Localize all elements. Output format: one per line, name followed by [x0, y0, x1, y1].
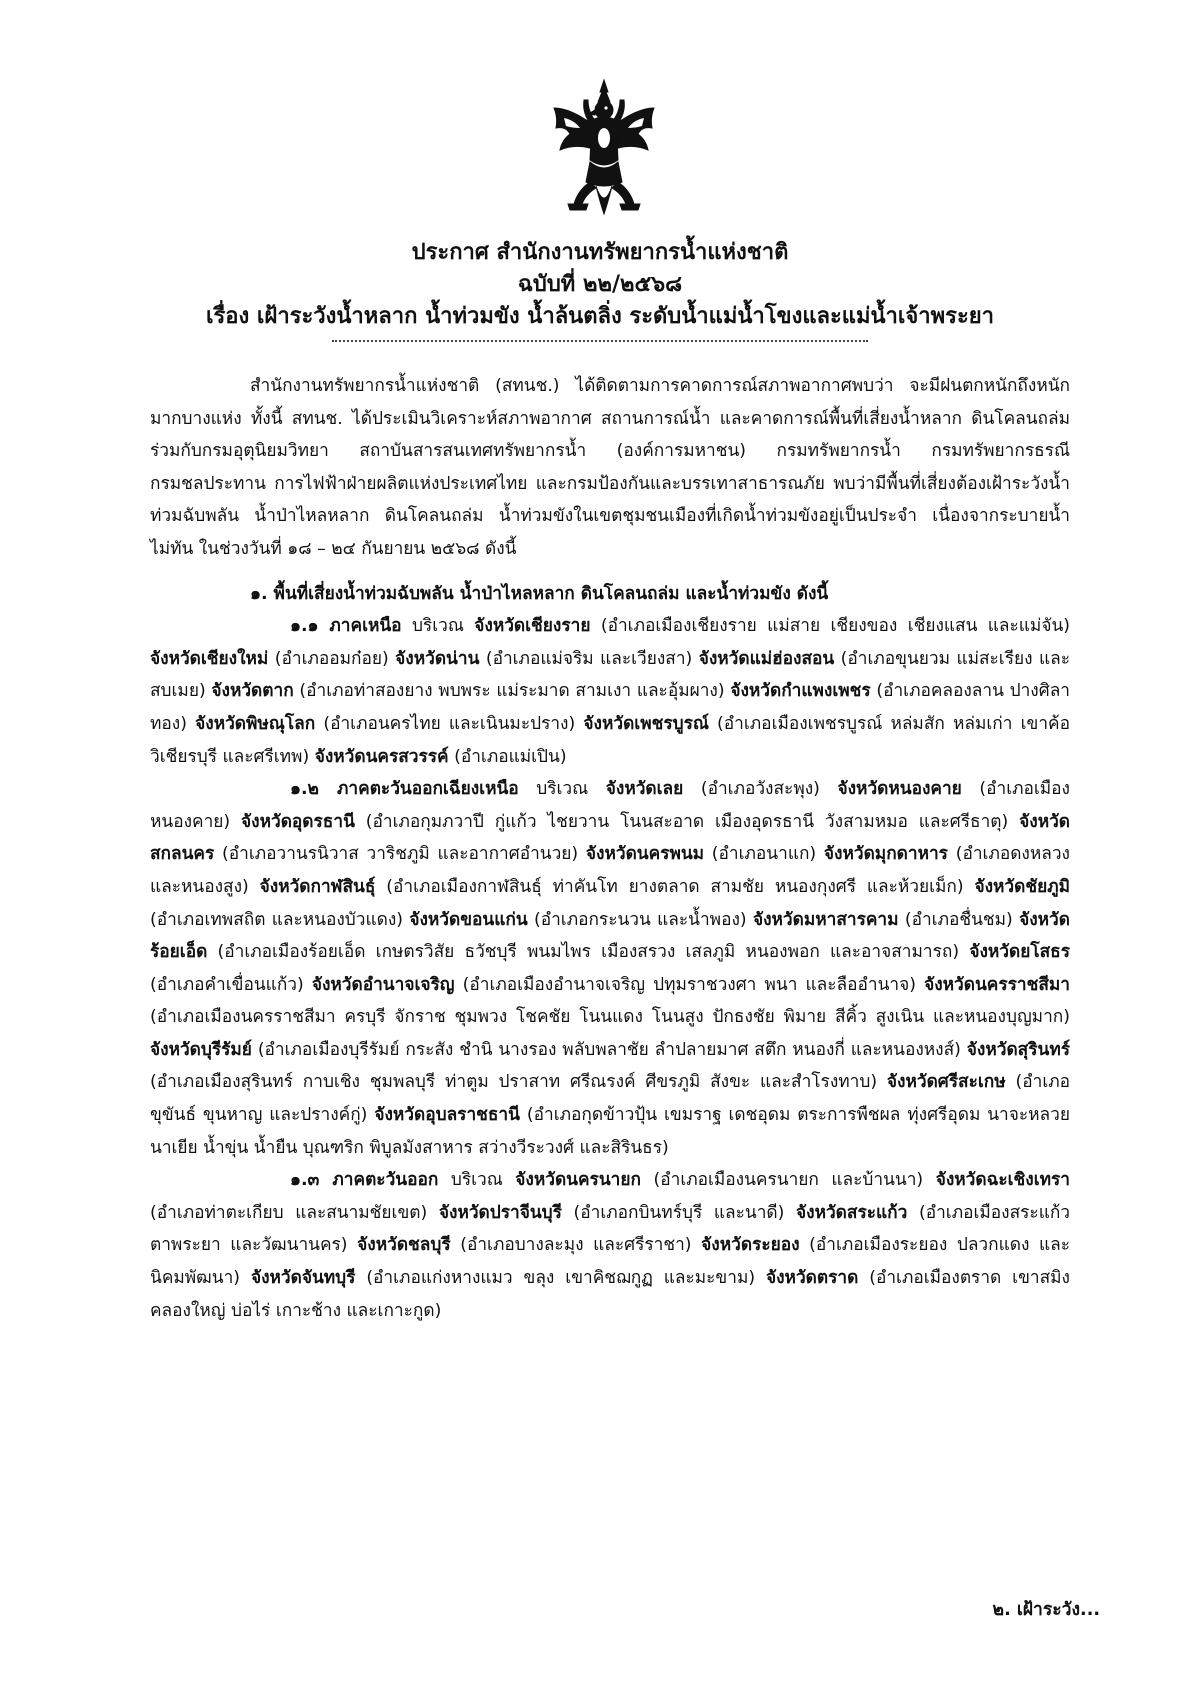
province-name: จังหวัดเชียงราย: [474, 616, 591, 637]
district-list: (อำเภอวานรนิวาส วาริชภูมิ และอากาศอำนวย): [214, 844, 586, 865]
province-name: จังหวัดแม่ฮ่องสอน: [698, 648, 835, 669]
province-name: จังหวัดมุกดาหาร: [823, 844, 948, 865]
district-list: (อำเภอดงหลวง และหนองสูง): [150, 844, 1070, 897]
province-name: จังหวัดยโสธร: [969, 942, 1070, 963]
district-list: (อำเภอเมืองตราด เขาสมิง คลองใหญ่ บ่อไร่ เกาะช้าง และเกาะกูด): [150, 1268, 1070, 1321]
district-list: (อำเภอเมืองระยอง ปลวกแดง และนิคมพัฒนา): [150, 1235, 1071, 1289]
province-name: จังหวัดจันทบุรี: [250, 1268, 356, 1289]
announcement-subject: เรื่อง เฝ้าระวังน้ำหลาก น้ำท่วมขัง น้ำล้นตลิ่ง ระดับน้ำแม่น้ำโขงและแม่น้ำเจ้าพระยา: [205, 304, 995, 329]
district-list: (อำเภอเมืองหนองคาย): [150, 779, 1070, 832]
district-list: (อำเภอบางละมุง และศรีราชา): [450, 1235, 702, 1256]
district-list: (อำเภอกุดข้าวปุ้น เขมราฐ เดชอุดม ตระการพืชผล ทุ่งศรีอุดม นาจะหลวย นาเยีย น้ำขุ่น น้ำยืน บุณฑริก พิบูลมังสาหาร สว่างวีระวงศ์ และสิรินธร): [150, 1105, 1070, 1158]
province-name: จังหวัดนครสวรรค์: [314, 746, 449, 767]
district-list: (อำเภอแก่งหางแมว ขลุง เขาคิชฌกูฏ และมะขาม): [355, 1268, 766, 1289]
district-list: (อำเภอเมืองเชียงราย แม่สาย เชียงของ เชียงแสน และแม่จัน): [590, 616, 1071, 637]
province-name: จังหวัดพิษณุโลก: [195, 713, 316, 734]
subsection-1-1: [150, 610, 1070, 773]
next-page-continuation: ๒. เฝ้าระวัง...: [992, 1600, 1100, 1620]
province-name: จังหวัดบุรีรัมย์: [150, 1039, 252, 1060]
subsection-1-2: [150, 773, 1070, 1164]
district-list: (อำเภอกุมภวาปี กู่แก้ว ไชยวาน โนนสะอาด เมืองอุดรธานี วังสามหมอ และศรีธาตุ): [354, 811, 1020, 832]
announcement-number: ฉบับที่ ๒๒/๒๕๖๘: [517, 272, 683, 297]
district-list: (อำเภอเมืองสุรินทร์ กาบเชิง ชุมพลบุรี ท่าตูม ปราสาท ศรีณรงค์ ศีขรภูมิ สังขะ และสำโรงทาบ): [150, 1072, 887, 1093]
district-list: (อำเภอกบินทร์บุรี และนาดี): [561, 1202, 797, 1223]
district-list: (อำเภอเมืองร้อยเอ็ด เกษตรวิสัย ธวัชบุรี พนมไพร เมืองสรวง เสลภูมิ หนองพอก และอาจสามารถ): [207, 942, 970, 963]
province-name: จังหวัดอุดรธานี: [241, 811, 355, 832]
announcement-body: [150, 370, 1070, 1327]
district-list: (อำเภอคำเขื่อนแก้ว): [150, 974, 312, 995]
province-name: จังหวัดอำนาจเจริญ: [311, 974, 455, 995]
dotted-divider: [332, 340, 868, 342]
province-name: จังหวัดหนองคาย: [837, 779, 962, 800]
section-1-title: ๑. พื้นที่เสี่ยงน้ำท่วมฉับพลัน น้ำป่าไหลหลาก ดินโคลนถล่ม และน้ำท่วมขัง ดังนี้: [250, 583, 829, 604]
district-list: (อำเภอชื่นชม): [898, 909, 1020, 930]
district-list: (อำเภอขุนยวม แม่สะเรียง และสบเมย): [150, 648, 1071, 702]
region-label: ๑.๓ ภาคตะวันออก: [290, 1170, 439, 1191]
province-name: จังหวัดน่าน: [395, 648, 480, 669]
district-list: (อำเภอท่าสองยาง พบพระ แม่ระมาด สามเงา และอุ้มผาง): [293, 681, 731, 702]
region-label: ๑.๑ ภาคเหนือ: [290, 616, 402, 637]
district-list: (อำเภอกระนวน และน้ำพอง): [527, 909, 753, 930]
province-name: จังหวัดนครราชสีมา: [924, 974, 1070, 995]
garuda-emblem: [548, 78, 660, 218]
province-name: จังหวัดมหาสารคาม: [752, 909, 899, 930]
province-name: จังหวัดศรีสะเกษ: [886, 1072, 1006, 1093]
district-list: (อำเภอเมืองสระแก้ว ตาพระยา และวัฒนานคร): [150, 1202, 1071, 1256]
announcement-issuer: ประกาศ สำนักงานทรัพยากรน้ำแห่งชาติ: [411, 240, 789, 265]
province-name: จังหวัดนครนายก: [515, 1170, 641, 1191]
district-list: (อำเภอเมืองนครนายก และบ้านนา): [640, 1170, 936, 1191]
district-list: (อำเภออมก๋อย): [268, 648, 396, 669]
district-list: (อำเภอแม่จริม และเวียงสา): [479, 648, 699, 669]
province-name: จังหวัดตราด: [765, 1268, 859, 1289]
text-fragment: บริเวณ: [401, 616, 475, 637]
district-list: (อำเภอเมืองบุรีรัมย์ กระสัง ชำนิ นางรอง พลับพลาชัย ลำปลายมาศ สตึก หนองกี่ และหนองหงส์): [251, 1039, 967, 1060]
province-name: จังหวัดชลบุรี: [357, 1235, 451, 1256]
province-name: จังหวัดกำแพงเพชร: [730, 681, 871, 702]
subsection-1-3: [150, 1164, 1070, 1327]
province-name: จังหวัดฉะเชิงเทรา: [935, 1170, 1070, 1191]
text-fragment: บริเวณ: [518, 779, 606, 800]
province-name: จังหวัดขอนแก่น: [409, 909, 528, 930]
province-name: จังหวัดนครพนม: [585, 844, 705, 865]
province-name: จังหวัดเพชรบูรณ์: [583, 713, 709, 734]
district-list: (อำเภอนาแก): [704, 844, 824, 865]
province-name: จังหวัดกาฬสินธุ์: [259, 876, 376, 897]
district-list: (อำเภอเมืองนครราชสีมา ครบุรี จักราช ชุมพวง โชคชัย โนนแดง โนนสูง ปักธงชัย พิมาย สีคิ้ว สูงเนิน และหนองบุญมาก): [150, 1007, 1070, 1028]
province-name: จังหวัดชัยภูมิ: [974, 876, 1070, 897]
district-list: (อำเภอนครไทย และเนินมะปราง): [315, 713, 584, 734]
province-name: จังหวัดเลย: [605, 779, 684, 800]
province-name: จังหวัดปราจีนบุรี: [438, 1202, 562, 1223]
district-list: (อำเภอคลองลาน ปางศิลาทอง): [150, 681, 1070, 734]
district-list: (อำเภอเมืองอำนาจเจริญ ปทุมราชวงศา พนา และลืออำนาจ): [454, 974, 925, 995]
district-list: (อำเภอเมืองเพชรบูรณ์ หล่มสัก หล่มเก่า เขาค้อ วิเชียรบุรี และศรีเทพ): [150, 713, 1070, 767]
province-name: จังหวัดอุบลราชธานี: [374, 1105, 520, 1126]
district-list: (อำเภอท่าตะเกียบ และสนามชัยเขต): [150, 1202, 439, 1223]
intro-paragraph: สำนักงานทรัพยากรน้ำแห่งชาติ (สทนช.) ได้ติดตามการคาดการณ์สภาพอากาศพบว่า จะมีฝนตกหนักถึงหนักมากบางแห่ง ทั้งนี้ สทนช. ได้ประเมินวิเคราะห์สภาพอากาศ สถานการณ์น้ำ และคาดการณ์พื้นที่เสี่ยงน้ำหลาก ดินโคลนถล่ม ร่วมกับกรมอุตุนิยมวิทยา สถาบันสารสนเทศทรัพยากรน้ำ (องค์การมหาชน) กรมทรัพยากรน้ำ กรมทรัพยากรธรณี กรมชลประทาน การไฟฟ้าฝ่ายผลิตแห่งประเทศไทย และกรมป้องกันและบรรเทาสาธารณภัย พบว่ามีพื้นที่เสี่ยงต้องเฝ้าระวังน้ำท่วมฉับพลัน น้ำป่าไหลหลาก ดินโคลนถล่ม น้ำท่วมขังในเขตชุมชนเมืองที่เกิดน้ำท่วมขังอยู่เป็นประจำ เนื่องจากระบายน้ำไม่ทัน ในช่วงวันที่ ๑๘ – ๒๔ กันยายน ๒๕๖๘ ดังนี้: [150, 376, 1070, 559]
province-name: จังหวัดระยอง: [701, 1235, 800, 1256]
province-name: จังหวัดเชียงใหม่: [150, 648, 269, 669]
province-name: จังหวัดตาก: [211, 681, 294, 702]
province-name: จังหวัดร้อยเอ็ด: [150, 909, 1070, 963]
province-name: จังหวัดสุรินทร์: [966, 1039, 1070, 1060]
province-name: จังหวัดสระแก้ว: [796, 1202, 908, 1223]
district-list: (อำเภอวังสะพุง): [683, 779, 838, 800]
district-list: (อำเภอเมืองกาฬสินธุ์ ท่าคันโท ยางตลาด สามชัย หนองกุงศรี และห้วยเม็ก): [375, 876, 975, 897]
district-list: (อำเภอเทพสถิต และหนองบัวแดง): [150, 909, 410, 930]
district-list: (อำเภอแม่เปิน): [448, 746, 567, 767]
district-list: (อำเภอขุขันธ์ ขุนหาญ และปรางค์กู่): [150, 1072, 1070, 1126]
region-label: ๑.๒ ภาคตะวันออกเฉียงเหนือ: [290, 779, 519, 800]
province-name: จังหวัดสกลนคร: [150, 811, 1071, 865]
text-fragment: บริเวณ: [438, 1170, 516, 1191]
